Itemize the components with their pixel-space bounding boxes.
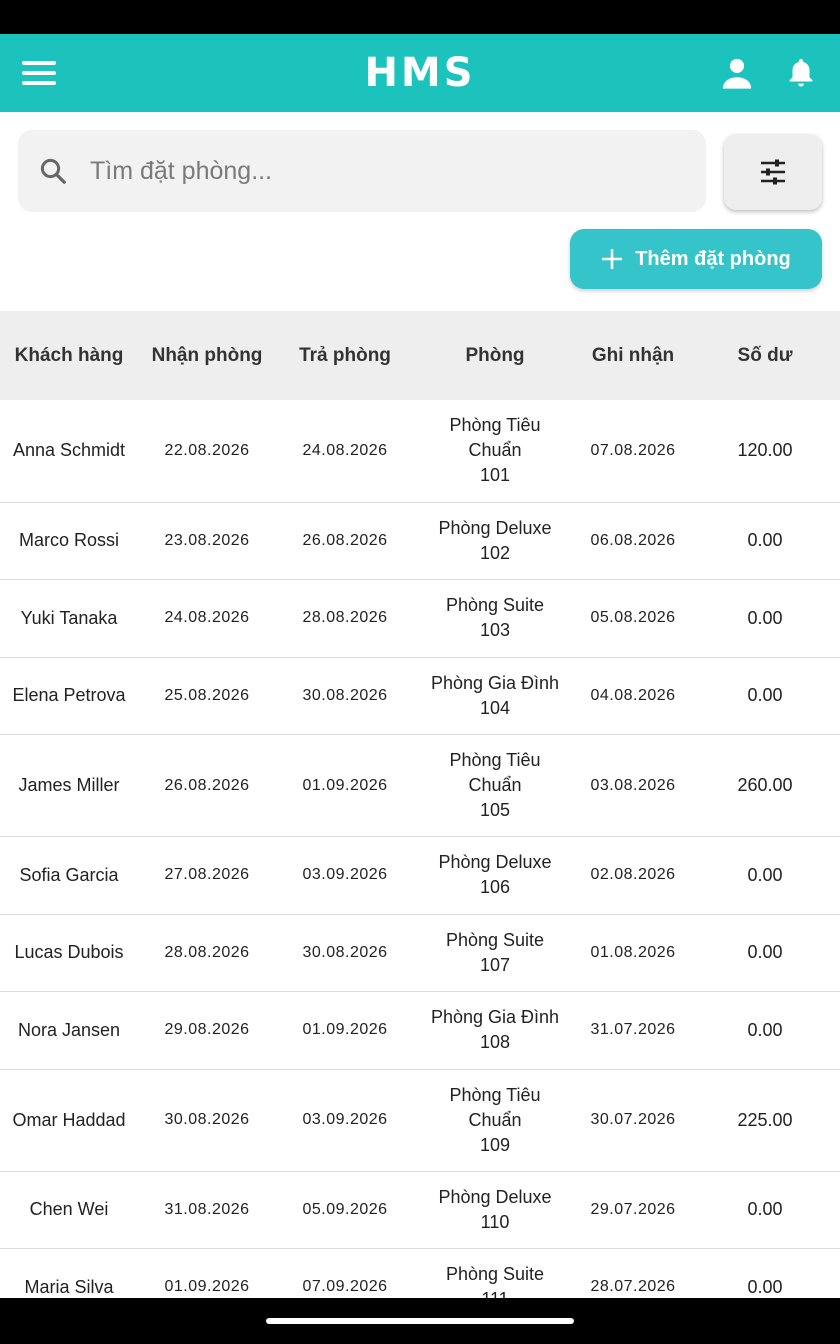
balance-amount: 0.00 (690, 1171, 840, 1249)
recorded-date: 03.08.2026 (576, 735, 690, 837)
room-cell (414, 1069, 576, 1171)
checkin-date: 29.08.2026 (138, 992, 276, 1070)
recorded-date: 07.08.2026 (576, 400, 690, 502)
table-row[interactable] (0, 1069, 840, 1171)
recorded-date: 31.07.2026 (576, 992, 690, 1070)
room-cell (414, 400, 576, 502)
search-input[interactable] (90, 157, 650, 186)
room-type: Phòng Tiêu (449, 415, 541, 436)
table-row[interactable] (0, 914, 840, 992)
checkout-date: 03.09.2026 (276, 1069, 414, 1171)
checkin-date: 01.09.2026 (138, 1249, 276, 1327)
balance-amount: 260.00 (690, 735, 840, 837)
app-title: HMS (364, 50, 476, 96)
checkout-date: 03.09.2026 (276, 837, 414, 915)
column-header-guest[interactable]: Khách hàng (14, 344, 124, 366)
balance-amount: 0.00 (690, 580, 840, 658)
room-number: 105 (479, 800, 511, 820)
tune-icon (759, 159, 787, 185)
checkin-date: 27.08.2026 (138, 837, 276, 915)
room-type: Phòng Gia Đình (430, 1007, 560, 1028)
recorded-date: 28.07.2026 (576, 1249, 690, 1327)
column-header-checkin[interactable]: Nhận phòng (151, 344, 263, 366)
room-type: Phòng Deluxe (438, 517, 552, 538)
room-number: 108 (479, 1032, 511, 1053)
room-number: 109 (479, 1134, 511, 1155)
balance-amount: 0.00 (690, 914, 840, 992)
balance-amount: 0.00 (690, 837, 840, 915)
menu-button[interactable] (22, 53, 62, 93)
room-type: Phòng Gia Đình (430, 672, 560, 693)
room-number: 110 (480, 1211, 510, 1232)
plus-icon (601, 248, 623, 270)
table-header-row (0, 311, 840, 400)
checkin-date: 25.08.2026 (138, 657, 276, 735)
checkout-date: 30.08.2026 (276, 914, 414, 992)
room-cell (414, 735, 576, 837)
recorded-date: 05.08.2026 (576, 580, 690, 658)
filter-button[interactable] (724, 134, 822, 210)
search-bar (18, 130, 706, 212)
add-booking-label: Thêm đặt phòng (635, 247, 791, 270)
column-header-balance[interactable]: Số dư (737, 344, 793, 366)
recorded-date: 30.07.2026 (576, 1069, 690, 1171)
room-number: 103 (479, 620, 511, 641)
checkout-date: 01.09.2026 (276, 992, 414, 1070)
home-indicator[interactable] (266, 1318, 574, 1324)
bell-icon (784, 55, 818, 91)
column-header-recorded[interactable]: Ghi nhận (591, 344, 675, 366)
guest-name: Lucas Dubois (0, 914, 138, 992)
app-bar (0, 34, 840, 112)
checkout-date: 30.08.2026 (276, 657, 414, 735)
room-type: Phòng Tiêu (449, 750, 541, 770)
person-icon (720, 56, 754, 90)
room-cell (414, 502, 576, 580)
room-cell (414, 837, 576, 915)
recorded-date: 29.07.2026 (576, 1171, 690, 1249)
guest-name: Omar Haddad (0, 1069, 138, 1171)
room-number: 107 (479, 954, 511, 975)
menu-icon (22, 61, 56, 65)
search-icon (38, 156, 68, 186)
checkin-date: 31.08.2026 (138, 1171, 276, 1249)
status-bar (0, 0, 840, 34)
column-header-checkout[interactable]: Trả phòng (299, 344, 391, 366)
room-type: Phòng Tiêu (449, 1084, 541, 1105)
guest-name: Sofia Garcia (0, 837, 138, 915)
guest-name: Maria Silva (0, 1249, 138, 1327)
checkin-date: 26.08.2026 (138, 735, 276, 837)
room-cell (414, 657, 576, 735)
balance-amount: 225.00 (690, 1069, 840, 1171)
table-row[interactable] (0, 992, 840, 1070)
recorded-date: 02.08.2026 (576, 837, 690, 915)
checkout-date: 28.08.2026 (276, 580, 414, 658)
checkin-date: 24.08.2026 (138, 580, 276, 658)
balance-amount: 0.00 (690, 1249, 840, 1327)
room-number: 102 (479, 542, 511, 563)
recorded-date: 04.08.2026 (576, 657, 690, 735)
table-row[interactable] (0, 1171, 840, 1249)
guest-name: Nora Jansen (0, 992, 138, 1070)
room-type: Chuẩn (468, 775, 522, 795)
balance-amount: 0.00 (690, 992, 840, 1070)
checkout-date: 05.09.2026 (276, 1171, 414, 1249)
room-number: 106 (479, 877, 511, 898)
table-row[interactable] (0, 580, 840, 658)
guest-name: Elena Petrova (0, 657, 138, 735)
room-type: Phòng Suite (445, 929, 545, 950)
notifications-button[interactable] (784, 55, 818, 91)
balance-amount: 0.00 (690, 502, 840, 580)
room-type: Chuẩn (468, 440, 522, 461)
checkout-date: 26.08.2026 (276, 502, 414, 580)
table-row[interactable] (0, 657, 840, 735)
room-cell (414, 1171, 576, 1249)
room-type: Chuẩn (468, 1109, 522, 1130)
room-number: 101 (479, 465, 511, 486)
checkout-date: 01.09.2026 (276, 735, 414, 837)
room-type: Phòng Suite (445, 1264, 545, 1285)
checkin-date: 30.08.2026 (138, 1069, 276, 1171)
profile-button[interactable] (720, 56, 754, 90)
checkin-date: 22.08.2026 (138, 400, 276, 502)
navigation-bar (0, 1298, 840, 1344)
room-type: Phòng Deluxe (438, 852, 552, 873)
guest-name: Chen Wei (0, 1171, 138, 1249)
guest-name: Anna Schmidt (0, 400, 138, 502)
room-number: 104 (479, 697, 511, 718)
room-cell (414, 992, 576, 1070)
recorded-date: 06.08.2026 (576, 502, 690, 580)
table-row[interactable] (0, 735, 840, 837)
balance-amount: 120.00 (690, 400, 840, 502)
room-cell (414, 914, 576, 992)
bookings-table (0, 311, 840, 1327)
checkin-date: 23.08.2026 (138, 502, 276, 580)
column-header-room[interactable]: Phòng (465, 344, 525, 366)
room-type: Phòng Suite (445, 595, 545, 616)
add-booking-button[interactable] (570, 229, 822, 289)
recorded-date: 01.08.2026 (576, 914, 690, 992)
checkin-date: 28.08.2026 (138, 914, 276, 992)
guest-name: Yuki Tanaka (0, 580, 138, 658)
table-row[interactable] (0, 502, 840, 580)
guest-name: James Miller (0, 735, 138, 837)
room-cell (414, 580, 576, 658)
table-row[interactable] (0, 400, 840, 502)
table-row[interactable] (0, 837, 840, 915)
guest-name: Marco Rossi (0, 502, 138, 580)
checkout-date: 24.08.2026 (276, 400, 414, 502)
checkout-date: 07.09.2026 (276, 1249, 414, 1327)
room-type: Phòng Deluxe (438, 1186, 552, 1207)
balance-amount: 0.00 (690, 657, 840, 735)
